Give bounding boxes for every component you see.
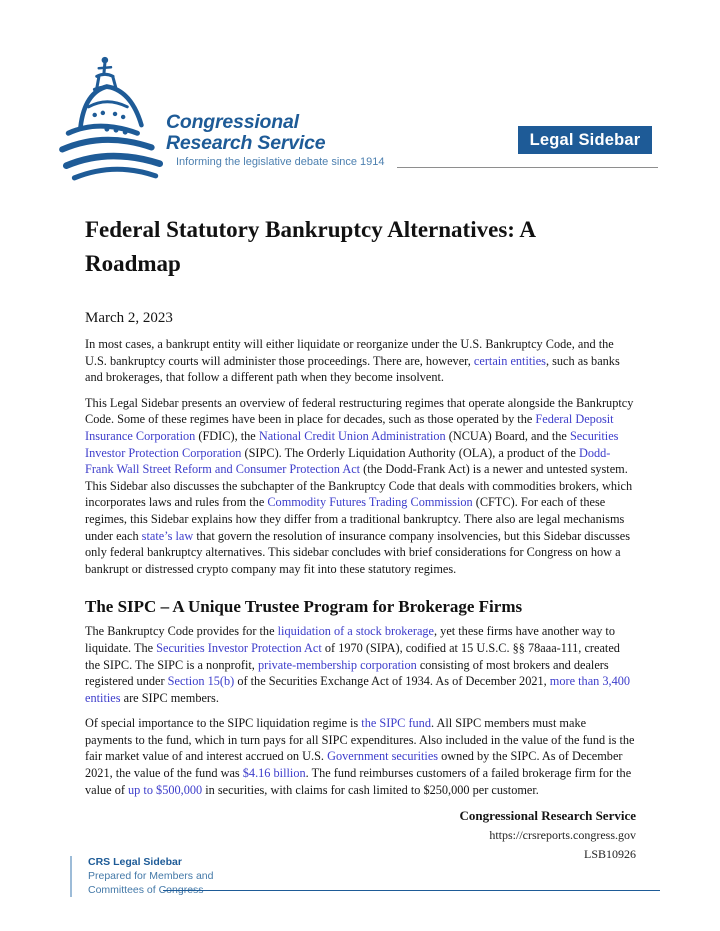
inline-link[interactable]: more than 3,400 entities [85,674,631,705]
inline-link[interactable]: the SIPC fund [361,716,431,731]
paragraph-overview [85,395,636,578]
inline-link[interactable]: Commodity Futures Trading Commission [267,495,473,510]
footer-prepared-line1: Prepared for Members and [88,870,214,882]
report-url[interactable]: https://crsreports.congress.gov [489,828,636,843]
text-segment: owned by the SIPC. As of December 2021, the value of the fund was [85,749,623,781]
footer-rule [163,890,660,891]
text-segment: (NCUA) Board, and the [445,428,570,443]
inline-link[interactable]: National Credit Union Administration [258,428,446,443]
inline-link[interactable]: Dodd-Frank Wall Street Reform and Consumer Protection Act [85,445,611,477]
paragraph-sipc-1 [85,623,636,706]
header-rule [397,167,658,168]
inline-link[interactable]: Government securities [327,749,439,764]
text-segment: In most cases, a bankrupt entity will either liquidate or reorganize under the U.S. Bankruptcy Code, and the U.S. bankruptcy courts will administer those proceedings. There are, however, [85,337,614,368]
inline-link[interactable]: state’s law [141,528,194,543]
inline-link[interactable]: private-membership corporation [257,657,417,672]
footer-prepared-line2: Committees of Congress [88,884,204,896]
text-segment: are SIPC members. [120,690,219,705]
document-date: March 2, 2023 [85,310,173,326]
signature-org: Congressional Research Service [459,808,636,824]
text-segment: The Bankruptcy Code provides for the [85,624,278,639]
paragraph-intro [85,336,636,386]
footer-product-name: CRS Legal Sidebar [88,856,182,868]
section-heading-sipc: The SIPC – A Unique Trustee Program for Brokerage Firms [85,597,523,617]
inline-link[interactable]: up to $500,000 [128,782,203,797]
text-segment: Of special importance to the SIPC liquidation regime is [85,716,362,731]
paragraph-sipc-2 [85,715,636,798]
inline-link[interactable]: $4.16 billion [242,766,306,781]
capitol-dome-icon [58,54,168,184]
text-segment: of 1970 (SIPA), codified at 15 U.S.C. §§ 78aaa-111, created the SIPC. The SIPC is a nonprofit, [85,640,620,672]
inline-link[interactable]: Securities Investor Protection Corporation [85,428,619,460]
inline-link[interactable]: Section 15(b) [167,674,235,689]
text-segment: that govern the resolution of insurance company insolvencies, but this Sidebar discusses only federal bankruptcy alternatives. This sidebar concludes with brief considerations for Congress on how a bankrupt or distressed crypto company may fit into these statutory regimes. [85,528,631,576]
text-segment: . The fund reimburses customers of a failed brokerage firm for the value of [85,766,632,797]
org-name-line2: Research Service [166,131,326,154]
text-segment: This Legal Sidebar presents an overview of federal restructuring regimes that operate alongside the Bankruptcy Code. Some of these regimes have been in place for decades, such as those operated by the [85,395,634,427]
crs-logo-text [166,112,385,168]
text-segment: (CFTC). For each of these regimes, this Sidebar explains how they differ from a traditional bankruptcy. There also are legal mechanisms under each [85,495,625,543]
text-segment: (the Dodd-Frank Act) is a newer and untested system. This Sidebar also discusses the subchapter of the Bankruptcy Code that deals with commodities brokers, which incorporates laws and rules from the [85,462,633,510]
text-segment: of the Securities Exchange Act of 1934. As of December 2021, [234,674,550,689]
inline-link[interactable]: Federal Deposit Insurance Corporation [85,412,614,443]
legal-sidebar-badge: Legal Sidebar [518,126,652,154]
text-segment: (FDIC), the [195,428,259,443]
page-title: Federal Statutory Bankruptcy Alternatives: A Roadmap [85,217,535,276]
text-segment: (SIPC). The Orderly Liquidation Authority (OLA), a product of the [241,445,579,460]
document-body [85,213,636,864]
org-name-line1: Congressional [166,111,299,133]
text-segment: consisting of most brokers and dealers registered under [85,657,609,689]
text-segment: in securities, with claims for cash limited to $250,000 per customer. [202,782,539,797]
inline-link[interactable]: certain entities [473,353,546,368]
text-segment: , such as banks and brokerages, that follow a different path when they become insolvent. [85,353,620,385]
inline-link[interactable]: liquidation of a stock brokerage [277,624,435,639]
text-segment: , yet these firms have another way to liquidate. The [85,624,615,655]
org-tagline: Informing the legislative debate since 1914 [176,156,385,168]
report-id: LSB10926 [583,847,636,862]
inline-link[interactable]: Securities Investor Protection Act [156,640,322,655]
text-segment: . All SIPC members must make payments to the fund, which in turn pays for all SIPC expenditures. Also included in the value of the fund is the fair market value of and interest accrued on U.S. [85,716,635,764]
